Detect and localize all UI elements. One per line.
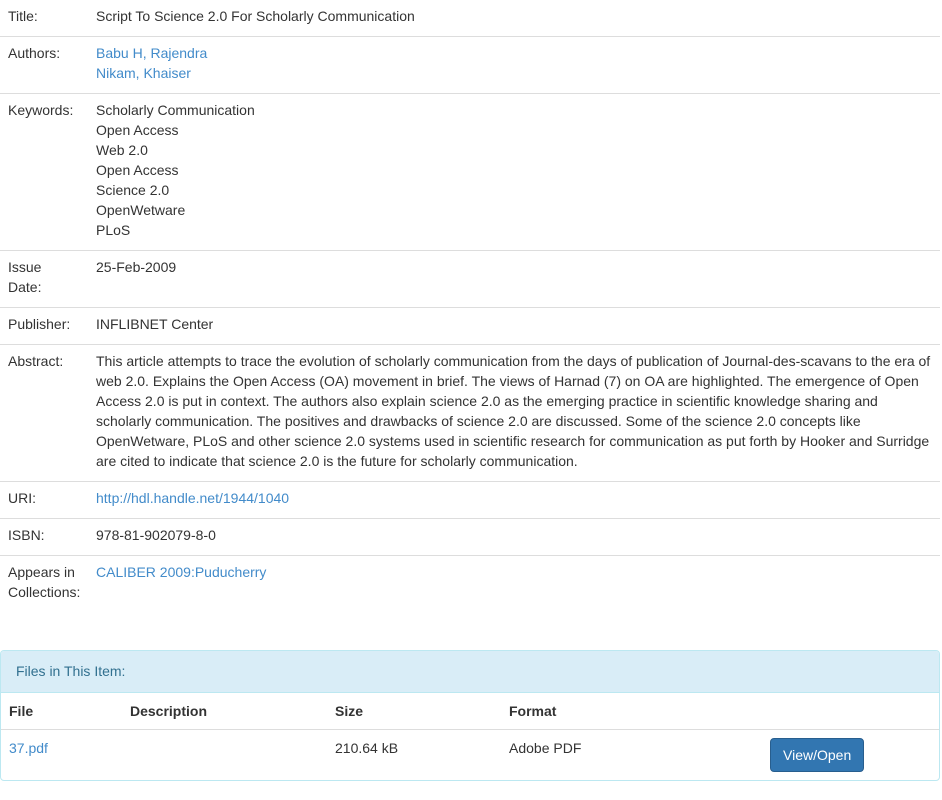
file-description-cell (122, 730, 327, 781)
keyword: Science 2.0 (96, 182, 170, 198)
isbn-label: ISBN: (0, 519, 88, 556)
column-header-format: Format (501, 693, 762, 730)
collections-label-line: Collections: (8, 584, 81, 600)
uri-label: URI: (0, 482, 88, 519)
issue-date-label-line: Issue (8, 259, 42, 275)
keyword: PLoS (96, 222, 131, 238)
file-row (1, 730, 939, 781)
issue-date-value: 25-Feb-2009 (88, 251, 940, 308)
column-header-size: Size (327, 693, 501, 730)
file-name-cell (1, 730, 122, 781)
file-link[interactable]: 37.pdf (9, 740, 48, 756)
keyword: Web 2.0 (96, 142, 148, 158)
collection-link[interactable]: CALIBER 2009:Puducherry (96, 564, 267, 580)
files-table (1, 693, 939, 780)
file-size: 210.64 kB (335, 740, 399, 756)
title-label: Title: (8, 8, 38, 24)
keywords-label: Keywords: (0, 94, 88, 251)
file-action-cell (762, 730, 939, 781)
issue-date-label-line: Date: (8, 279, 42, 295)
view-open-button[interactable]: View/Open (770, 738, 864, 772)
file-format: Adobe PDF (509, 740, 582, 756)
keyword: OpenWetware (96, 202, 186, 218)
file-size-cell (327, 730, 501, 781)
authors-label: Authors: (0, 37, 88, 94)
collections-cell (88, 556, 940, 613)
column-header-action (762, 693, 939, 730)
abstract-label: Abstract: (0, 345, 88, 482)
metadata-row-authors (0, 37, 940, 94)
author-link[interactable]: Babu H, Rajendra (96, 45, 208, 61)
isbn-value: 978-81-902079-8-0 (88, 519, 940, 556)
abstract-text: This article attempts to trace the evolution of scholarly communication from the days of publication of Journal-des-scavans to the era of web 2.0. Explains the Open Access (OA) movement in brief. The views of Harnad (7) on OA are highlighted. The emergence of Open Access 2.0 is put in context. The authors also explain science 2.0 as the emerging practice in scientific knowledge sharing and scholarly communication. The positives and drawbacks of science 2.0 are discussed. Some of the science 2.0 concepts like OpenWetware, PLoS and other science 2.0 systems used in scientific research for communication as put forth by Hooker and Surridge are cited to indicate that science 2.0 is the future for scholarly communication. (88, 345, 940, 482)
files-table-header (1, 693, 939, 730)
author-link[interactable]: Nikam, Khaiser (96, 65, 191, 81)
keyword: Open Access (96, 162, 179, 178)
authors-list (88, 37, 940, 94)
keywords-list (88, 94, 940, 251)
column-header-file: File (1, 693, 122, 730)
files-panel-heading: Files in This Item: (1, 651, 939, 693)
collections-label-line: Appears in (8, 564, 75, 580)
files-panel (0, 650, 940, 781)
collections-label (0, 556, 88, 613)
uri-link[interactable]: http://hdl.handle.net/1944/1040 (96, 490, 290, 506)
metadata-row-title (0, 0, 940, 37)
metadata-row-issue-date (0, 251, 940, 308)
title-value: Script To Science 2.0 For Scholarly Communication (96, 8, 415, 24)
uri-cell (88, 482, 940, 519)
keyword: Scholarly Communication (96, 102, 255, 118)
metadata-row-isbn (0, 519, 940, 556)
keyword: Open Access (96, 122, 179, 138)
metadata-row-abstract (0, 345, 940, 482)
publisher-value: INFLIBNET Center (88, 308, 940, 345)
metadata-row-publisher (0, 308, 940, 345)
file-description (130, 730, 319, 738)
metadata-row-keywords (0, 94, 940, 251)
issue-date-label (0, 251, 88, 308)
metadata-row-uri (0, 482, 940, 519)
file-format-cell (501, 730, 762, 781)
metadata-row-collections (0, 556, 940, 613)
publisher-label: Publisher: (0, 308, 88, 345)
column-header-description: Description (122, 693, 327, 730)
